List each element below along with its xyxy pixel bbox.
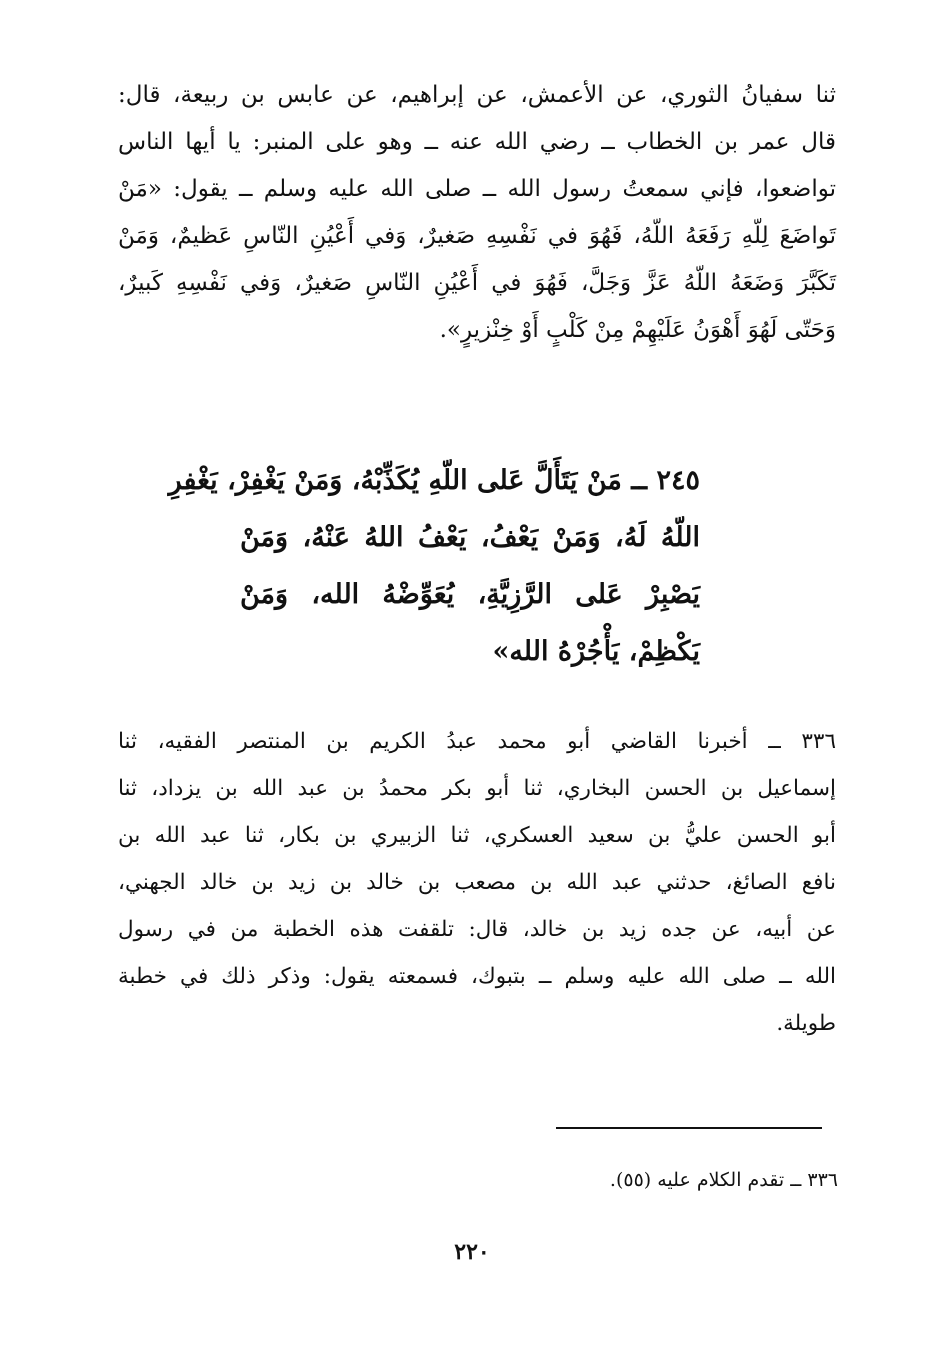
narration-paragraph-1 (118, 72, 836, 354)
text-line: تَكَبَّرَ وَضَعَهُ اللّهُ عَزَّ وَجَلَّ، فَهُوَ في أَعْيُنِ النّاسِ صَغيرٌ، وَفي نَفْسِهِ كَبيرٌ، (118, 270, 836, 296)
text-line: طويلة. (776, 1011, 836, 1036)
footnote (420, 1162, 838, 1198)
narration-paragraph-2 (118, 718, 836, 1047)
text-line: نافع الصائغ، حدثني عبد الله بن مصعب بن خالد بن زيد بن خالد الجهني، (118, 870, 836, 895)
footnote-text: ٣٣٦ ــ تقدم الكلام عليه (٥٥). (609, 1169, 838, 1191)
hadith-line: ٢٤٥ ــ مَنْ يَتَأَلَّ عَلى اللّهِ يُكَذِّبْهُ، وَمَنْ يَغْفِرْ، يَغْفِرِ (168, 465, 700, 496)
text-line: ٣٣٦ ــ أخبرنا القاضي أبو محمد عبدُ الكريم بن المنتصر الفقيه، ثنا (118, 729, 836, 754)
text-line: وَحَتّى لَهُوَ أَهْوَنُ عَلَيْهِمْ مِنْ كَلْبٍ أَوْ خِنْزيرٍ». (439, 317, 836, 343)
text-line: إسماعيل بن الحسن البخاري، ثنا أبو بكر محمدُ بن عبد الله بن يزداد، ثنا (118, 776, 836, 801)
text-line: عن أبيه، عن جده زيد بن خالد، قال: تلقفت هذه الخطبة من في رسول (118, 917, 836, 942)
hadith-line: اللّهُ لَهُ، وَمَنْ يَعْفُ، يَعْفُ اللهُ عَنْهُ، وَمَنْ (240, 522, 700, 553)
text-line: ثنا سفيانُ الثوري، عن الأعمش، عن إبراهيم، عن عابس بن ربيعة، قال: (118, 82, 836, 108)
footnote-separator (556, 1127, 822, 1129)
text-line: تواضعوا، فإني سمعتُ رسول الله ــ صلى الله عليه وسلم ــ يقول: «مَنْ (118, 176, 836, 202)
text-line: تَواضَعَ لِلّهِ رَفَعَهُ اللّهُ، فَهُوَ في نَفْسِهِ صَغيرٌ، وَفي أَعْيُنِ النّاسِ عَظيمٌ، وَمَنْ (118, 223, 836, 249)
page-number: ٢٢٠ (454, 1239, 490, 1265)
text-line: أبو الحسن عليُّ بن سعيد العسكري، ثنا الزبيري بن بكار، ثنا عبد الله بن (118, 823, 836, 848)
text-line: قال عمر بن الخطاب ــ رضي الله عنه ــ وهو على المنبر: يا أيها الناس (118, 129, 836, 155)
hadith-line: يَصْبِرْ عَلى الرَّزِيَّةِ، يُعَوِّضْهُ الله، وَمَنْ (240, 579, 700, 610)
text-line: الله ــ صلى الله عليه وسلم ــ بتبوك، فسمعته يقول: وذكر ذلك في خطبة (118, 964, 836, 989)
hadith-line: يَكْظِمْ، يَأْجُرْهُ الله» (492, 636, 700, 667)
hadith-text (168, 452, 700, 680)
